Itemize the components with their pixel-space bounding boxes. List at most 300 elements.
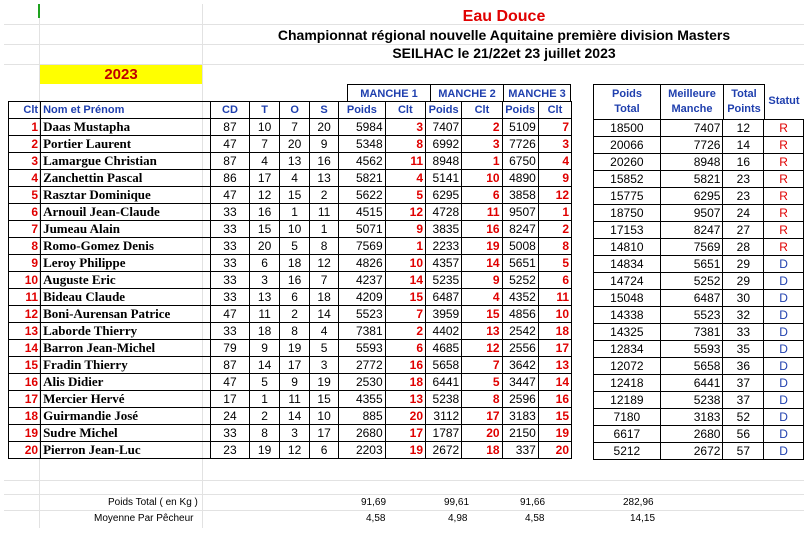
m2-poids-cell[interactable]: 4685	[426, 340, 462, 357]
cd-cell[interactable]: 33	[210, 221, 249, 238]
rank-cell[interactable]: 3	[9, 153, 41, 170]
rank-cell[interactable]: 9	[9, 255, 41, 272]
m3-clt-cell[interactable]: 7	[538, 119, 571, 136]
m3-clt-cell[interactable]: 15	[538, 408, 571, 425]
total-weight-cell[interactable]: 14810	[594, 239, 661, 256]
cd-cell[interactable]: 33	[210, 204, 249, 221]
s-cell[interactable]: 11	[310, 204, 339, 221]
statut-cell[interactable]: R	[764, 120, 804, 137]
points-cell[interactable]: 14	[723, 137, 764, 154]
m2-clt-cell[interactable]: 11	[462, 204, 502, 221]
m2-clt-cell[interactable]: 5	[462, 374, 502, 391]
m3-poids-cell[interactable]: 8247	[502, 221, 538, 238]
o-cell[interactable]: 12	[280, 442, 310, 459]
m2-poids-cell[interactable]: 5235	[426, 272, 462, 289]
o-cell[interactable]: 20	[280, 136, 310, 153]
name-cell[interactable]: Alis Didier	[41, 374, 211, 391]
best-manche-cell[interactable]: 5252	[660, 273, 723, 290]
points-cell[interactable]: 37	[723, 392, 764, 409]
rank-cell[interactable]: 12	[9, 306, 41, 323]
m2-clt-cell[interactable]: 19	[462, 238, 502, 255]
points-cell[interactable]: 30	[723, 290, 764, 307]
name-cell[interactable]: Bideau Claude	[41, 289, 211, 306]
s-cell[interactable]: 13	[310, 170, 339, 187]
m1-poids-cell[interactable]: 5622	[339, 187, 386, 204]
cd-cell[interactable]: 17	[210, 391, 249, 408]
year-cell[interactable]: 2023	[40, 65, 202, 84]
name-cell[interactable]: Mercier Hervé	[41, 391, 211, 408]
m2-poids-cell[interactable]: 6992	[426, 136, 462, 153]
points-cell[interactable]: 35	[723, 341, 764, 358]
o-cell[interactable]: 7	[280, 119, 310, 136]
points-cell[interactable]: 23	[723, 188, 764, 205]
m1-clt-cell[interactable]: 7	[385, 306, 425, 323]
m1-clt-cell[interactable]: 5	[385, 187, 425, 204]
m2-poids-cell[interactable]: 5141	[426, 170, 462, 187]
m3-poids-cell[interactable]: 4856	[502, 306, 538, 323]
m1-poids-cell[interactable]: 4562	[339, 153, 386, 170]
o-cell[interactable]: 19	[280, 340, 310, 357]
statut-cell[interactable]: R	[764, 222, 804, 239]
m2-poids-cell[interactable]: 8948	[426, 153, 462, 170]
cd-cell[interactable]: 33	[210, 255, 249, 272]
cd-cell[interactable]: 86	[210, 170, 249, 187]
m2-poids-cell[interactable]: 7407	[426, 119, 462, 136]
m1-clt-cell[interactable]: 15	[385, 289, 425, 306]
t-cell[interactable]: 16	[250, 204, 280, 221]
points-cell[interactable]: 16	[723, 154, 764, 171]
best-manche-cell[interactable]: 2680	[660, 426, 723, 443]
best-manche-cell[interactable]: 5821	[660, 171, 723, 188]
m1-poids-cell[interactable]: 885	[339, 408, 386, 425]
name-cell[interactable]: Guirmandie José	[41, 408, 211, 425]
o-cell[interactable]: 3	[280, 425, 310, 442]
cd-cell[interactable]: 47	[210, 187, 249, 204]
t-cell[interactable]: 5	[250, 374, 280, 391]
rank-cell[interactable]: 20	[9, 442, 41, 459]
m1-clt-cell[interactable]: 4	[385, 170, 425, 187]
name-cell[interactable]: Daas Mustapha	[41, 119, 211, 136]
m2-poids-cell[interactable]: 3112	[426, 408, 462, 425]
best-manche-cell[interactable]: 3183	[660, 409, 723, 426]
m1-clt-cell[interactable]: 9	[385, 221, 425, 238]
m2-clt-cell[interactable]: 18	[462, 442, 502, 459]
cd-cell[interactable]: 24	[210, 408, 249, 425]
m1-clt-cell[interactable]: 19	[385, 442, 425, 459]
m2-poids-cell[interactable]: 1787	[426, 425, 462, 442]
t-cell[interactable]: 4	[250, 153, 280, 170]
t-cell[interactable]: 3	[250, 272, 280, 289]
o-cell[interactable]: 13	[280, 153, 310, 170]
name-cell[interactable]: Lamargue Christian	[41, 153, 211, 170]
statut-cell[interactable]: R	[764, 171, 804, 188]
name-cell[interactable]: Rasztar Dominique	[41, 187, 211, 204]
t-cell[interactable]: 13	[250, 289, 280, 306]
m1-poids-cell[interactable]: 5821	[339, 170, 386, 187]
name-cell[interactable]: Portier Laurent	[41, 136, 211, 153]
rank-cell[interactable]: 18	[9, 408, 41, 425]
total-weight-cell[interactable]: 6617	[594, 426, 661, 443]
name-cell[interactable]: Leroy Philippe	[41, 255, 211, 272]
best-manche-cell[interactable]: 5658	[660, 358, 723, 375]
m3-poids-cell[interactable]: 2556	[502, 340, 538, 357]
m1-clt-cell[interactable]: 8	[385, 136, 425, 153]
m1-clt-cell[interactable]: 20	[385, 408, 425, 425]
cd-cell[interactable]: 47	[210, 136, 249, 153]
o-cell[interactable]: 18	[280, 255, 310, 272]
m2-poids-cell[interactable]: 4402	[426, 323, 462, 340]
o-cell[interactable]: 2	[280, 306, 310, 323]
m3-poids-cell[interactable]: 9507	[502, 204, 538, 221]
m2-clt-cell[interactable]: 13	[462, 323, 502, 340]
s-cell[interactable]: 3	[310, 357, 339, 374]
s-cell[interactable]: 4	[310, 323, 339, 340]
points-cell[interactable]: 33	[723, 324, 764, 341]
m2-clt-cell[interactable]: 9	[462, 272, 502, 289]
s-cell[interactable]: 2	[310, 187, 339, 204]
m2-clt-cell[interactable]: 7	[462, 357, 502, 374]
best-manche-cell[interactable]: 6441	[660, 375, 723, 392]
total-weight-cell[interactable]: 14325	[594, 324, 661, 341]
cd-cell[interactable]: 33	[210, 323, 249, 340]
statut-cell[interactable]: D	[764, 324, 804, 341]
m3-clt-cell[interactable]: 18	[538, 323, 571, 340]
cd-cell[interactable]: 23	[210, 442, 249, 459]
total-weight-cell[interactable]: 14724	[594, 273, 661, 290]
total-weight-cell[interactable]: 18750	[594, 205, 661, 222]
total-weight-cell[interactable]: 15048	[594, 290, 661, 307]
rank-cell[interactable]: 2	[9, 136, 41, 153]
m1-clt-cell[interactable]: 10	[385, 255, 425, 272]
s-cell[interactable]: 17	[310, 425, 339, 442]
t-cell[interactable]: 10	[250, 119, 280, 136]
t-cell[interactable]: 14	[250, 357, 280, 374]
m3-poids-cell[interactable]: 5109	[502, 119, 538, 136]
cd-cell[interactable]: 87	[210, 357, 249, 374]
total-weight-cell[interactable]: 20066	[594, 137, 661, 154]
total-weight-cell[interactable]: 17153	[594, 222, 661, 239]
m1-clt-cell[interactable]: 12	[385, 204, 425, 221]
statut-cell[interactable]: D	[764, 290, 804, 307]
s-cell[interactable]: 9	[310, 136, 339, 153]
statut-cell[interactable]: D	[764, 443, 804, 460]
m3-clt-cell[interactable]: 19	[538, 425, 571, 442]
rank-cell[interactable]: 6	[9, 204, 41, 221]
m1-clt-cell[interactable]: 3	[385, 119, 425, 136]
points-cell[interactable]: 27	[723, 222, 764, 239]
m3-clt-cell[interactable]: 14	[538, 374, 571, 391]
name-cell[interactable]: Romo-Gomez Denis	[41, 238, 211, 255]
rank-cell[interactable]: 14	[9, 340, 41, 357]
best-manche-cell[interactable]: 5238	[660, 392, 723, 409]
cd-cell[interactable]: 87	[210, 153, 249, 170]
m1-clt-cell[interactable]: 16	[385, 357, 425, 374]
rank-cell[interactable]: 8	[9, 238, 41, 255]
statut-cell[interactable]: D	[764, 375, 804, 392]
m2-poids-cell[interactable]: 5658	[426, 357, 462, 374]
m3-clt-cell[interactable]: 16	[538, 391, 571, 408]
m2-clt-cell[interactable]: 10	[462, 170, 502, 187]
statut-cell[interactable]: D	[764, 256, 804, 273]
name-cell[interactable]: Barron Jean-Michel	[41, 340, 211, 357]
statut-cell[interactable]: R	[764, 188, 804, 205]
total-weight-cell[interactable]: 12189	[594, 392, 661, 409]
m3-poids-cell[interactable]: 4890	[502, 170, 538, 187]
best-manche-cell[interactable]: 5651	[660, 256, 723, 273]
m2-clt-cell[interactable]: 14	[462, 255, 502, 272]
statut-cell[interactable]: D	[764, 358, 804, 375]
t-cell[interactable]: 18	[250, 323, 280, 340]
m1-clt-cell[interactable]: 1	[385, 238, 425, 255]
m2-clt-cell[interactable]: 12	[462, 340, 502, 357]
m2-clt-cell[interactable]: 6	[462, 187, 502, 204]
m3-clt-cell[interactable]: 5	[538, 255, 571, 272]
m3-clt-cell[interactable]: 1	[538, 204, 571, 221]
t-cell[interactable]: 11	[250, 306, 280, 323]
s-cell[interactable]: 20	[310, 119, 339, 136]
points-cell[interactable]: 28	[723, 239, 764, 256]
m3-poids-cell[interactable]: 5252	[502, 272, 538, 289]
m3-clt-cell[interactable]: 10	[538, 306, 571, 323]
name-cell[interactable]: Zanchettin Pascal	[41, 170, 211, 187]
m2-clt-cell[interactable]: 3	[462, 136, 502, 153]
m1-poids-cell[interactable]: 5523	[339, 306, 386, 323]
m2-poids-cell[interactable]: 6487	[426, 289, 462, 306]
m1-poids-cell[interactable]: 5984	[339, 119, 386, 136]
best-manche-cell[interactable]: 7407	[660, 120, 723, 137]
s-cell[interactable]: 10	[310, 408, 339, 425]
m2-clt-cell[interactable]: 2	[462, 119, 502, 136]
m3-poids-cell[interactable]: 3642	[502, 357, 538, 374]
statut-cell[interactable]: R	[764, 154, 804, 171]
s-cell[interactable]: 14	[310, 306, 339, 323]
points-cell[interactable]: 12	[723, 120, 764, 137]
rank-cell[interactable]: 19	[9, 425, 41, 442]
statut-cell[interactable]: R	[764, 137, 804, 154]
total-weight-cell[interactable]: 5212	[594, 443, 661, 460]
points-cell[interactable]: 29	[723, 273, 764, 290]
cd-cell[interactable]: 47	[210, 374, 249, 391]
m2-clt-cell[interactable]: 1	[462, 153, 502, 170]
s-cell[interactable]: 18	[310, 289, 339, 306]
o-cell[interactable]: 16	[280, 272, 310, 289]
rank-cell[interactable]: 7	[9, 221, 41, 238]
statut-cell[interactable]: D	[764, 341, 804, 358]
name-cell[interactable]: Pierron Jean-Luc	[41, 442, 211, 459]
m3-poids-cell[interactable]: 3183	[502, 408, 538, 425]
points-cell[interactable]: 23	[723, 171, 764, 188]
m3-clt-cell[interactable]: 11	[538, 289, 571, 306]
m1-clt-cell[interactable]: 17	[385, 425, 425, 442]
m2-clt-cell[interactable]: 16	[462, 221, 502, 238]
m3-clt-cell[interactable]: 12	[538, 187, 571, 204]
m1-poids-cell[interactable]: 2772	[339, 357, 386, 374]
total-weight-cell[interactable]: 7180	[594, 409, 661, 426]
total-weight-cell[interactable]: 12418	[594, 375, 661, 392]
m2-poids-cell[interactable]: 6295	[426, 187, 462, 204]
points-cell[interactable]: 56	[723, 426, 764, 443]
m1-poids-cell[interactable]: 7381	[339, 323, 386, 340]
t-cell[interactable]: 9	[250, 340, 280, 357]
m1-poids-cell[interactable]: 4355	[339, 391, 386, 408]
m1-clt-cell[interactable]: 11	[385, 153, 425, 170]
m3-clt-cell[interactable]: 2	[538, 221, 571, 238]
m3-poids-cell[interactable]: 6750	[502, 153, 538, 170]
name-cell[interactable]: Boni-Aurensan Patrice	[41, 306, 211, 323]
rank-cell[interactable]: 13	[9, 323, 41, 340]
s-cell[interactable]: 1	[310, 221, 339, 238]
m2-poids-cell[interactable]: 2233	[426, 238, 462, 255]
m3-clt-cell[interactable]: 8	[538, 238, 571, 255]
cd-cell[interactable]: 79	[210, 340, 249, 357]
o-cell[interactable]: 6	[280, 289, 310, 306]
m3-clt-cell[interactable]: 13	[538, 357, 571, 374]
m1-clt-cell[interactable]: 18	[385, 374, 425, 391]
rank-cell[interactable]: 16	[9, 374, 41, 391]
s-cell[interactable]: 12	[310, 255, 339, 272]
total-weight-cell[interactable]: 20260	[594, 154, 661, 171]
s-cell[interactable]: 16	[310, 153, 339, 170]
m2-poids-cell[interactable]: 6441	[426, 374, 462, 391]
t-cell[interactable]: 12	[250, 187, 280, 204]
name-cell[interactable]: Arnouil Jean-Claude	[41, 204, 211, 221]
total-weight-cell[interactable]: 15775	[594, 188, 661, 205]
m3-poids-cell[interactable]: 3447	[502, 374, 538, 391]
rank-cell[interactable]: 15	[9, 357, 41, 374]
m1-clt-cell[interactable]: 6	[385, 340, 425, 357]
o-cell[interactable]: 10	[280, 221, 310, 238]
m1-poids-cell[interactable]: 5071	[339, 221, 386, 238]
s-cell[interactable]: 8	[310, 238, 339, 255]
name-cell[interactable]: Sudre Michel	[41, 425, 211, 442]
best-manche-cell[interactable]: 8948	[660, 154, 723, 171]
m3-poids-cell[interactable]: 5651	[502, 255, 538, 272]
m1-poids-cell[interactable]: 5593	[339, 340, 386, 357]
statut-cell[interactable]: R	[764, 205, 804, 222]
rank-cell[interactable]: 11	[9, 289, 41, 306]
s-cell[interactable]: 7	[310, 272, 339, 289]
t-cell[interactable]: 20	[250, 238, 280, 255]
m2-poids-cell[interactable]: 2672	[426, 442, 462, 459]
cd-cell[interactable]: 47	[210, 306, 249, 323]
t-cell[interactable]: 1	[250, 391, 280, 408]
cd-cell[interactable]: 33	[210, 425, 249, 442]
m2-clt-cell[interactable]: 20	[462, 425, 502, 442]
best-manche-cell[interactable]: 7726	[660, 137, 723, 154]
points-cell[interactable]: 32	[723, 307, 764, 324]
name-cell[interactable]: Auguste Eric	[41, 272, 211, 289]
m1-poids-cell[interactable]: 2680	[339, 425, 386, 442]
m3-poids-cell[interactable]: 337	[502, 442, 538, 459]
m3-clt-cell[interactable]: 3	[538, 136, 571, 153]
best-manche-cell[interactable]: 6487	[660, 290, 723, 307]
statut-cell[interactable]: D	[764, 392, 804, 409]
rank-cell[interactable]: 10	[9, 272, 41, 289]
name-cell[interactable]: Jumeau Alain	[41, 221, 211, 238]
points-cell[interactable]: 29	[723, 256, 764, 273]
cd-cell[interactable]: 33	[210, 272, 249, 289]
s-cell[interactable]: 5	[310, 340, 339, 357]
cd-cell[interactable]: 87	[210, 119, 249, 136]
m3-poids-cell[interactable]: 3858	[502, 187, 538, 204]
rank-cell[interactable]: 1	[9, 119, 41, 136]
s-cell[interactable]: 15	[310, 391, 339, 408]
o-cell[interactable]: 5	[280, 238, 310, 255]
best-manche-cell[interactable]: 7381	[660, 324, 723, 341]
m2-clt-cell[interactable]: 15	[462, 306, 502, 323]
cd-cell[interactable]: 33	[210, 238, 249, 255]
o-cell[interactable]: 15	[280, 187, 310, 204]
best-manche-cell[interactable]: 6295	[660, 188, 723, 205]
total-weight-cell[interactable]: 14834	[594, 256, 661, 273]
m3-poids-cell[interactable]: 5008	[502, 238, 538, 255]
total-weight-cell[interactable]: 12072	[594, 358, 661, 375]
m1-poids-cell[interactable]: 2203	[339, 442, 386, 459]
m3-clt-cell[interactable]: 4	[538, 153, 571, 170]
total-weight-cell[interactable]: 14338	[594, 307, 661, 324]
o-cell[interactable]: 17	[280, 357, 310, 374]
m3-poids-cell[interactable]: 2542	[502, 323, 538, 340]
m3-poids-cell[interactable]: 7726	[502, 136, 538, 153]
best-manche-cell[interactable]: 5593	[660, 341, 723, 358]
m1-poids-cell[interactable]: 4515	[339, 204, 386, 221]
m1-poids-cell[interactable]: 5348	[339, 136, 386, 153]
t-cell[interactable]: 17	[250, 170, 280, 187]
m2-clt-cell[interactable]: 4	[462, 289, 502, 306]
points-cell[interactable]: 24	[723, 205, 764, 222]
statut-cell[interactable]: D	[764, 307, 804, 324]
m1-poids-cell[interactable]: 4209	[339, 289, 386, 306]
s-cell[interactable]: 6	[310, 442, 339, 459]
best-manche-cell[interactable]: 8247	[660, 222, 723, 239]
t-cell[interactable]: 19	[250, 442, 280, 459]
total-weight-cell[interactable]: 15852	[594, 171, 661, 188]
best-manche-cell[interactable]: 7569	[660, 239, 723, 256]
o-cell[interactable]: 11	[280, 391, 310, 408]
m1-clt-cell[interactable]: 2	[385, 323, 425, 340]
m2-clt-cell[interactable]: 17	[462, 408, 502, 425]
m1-clt-cell[interactable]: 13	[385, 391, 425, 408]
cd-cell[interactable]: 33	[210, 289, 249, 306]
rank-cell[interactable]: 4	[9, 170, 41, 187]
rank-cell[interactable]: 17	[9, 391, 41, 408]
points-cell[interactable]: 57	[723, 443, 764, 460]
statut-cell[interactable]: D	[764, 273, 804, 290]
m2-clt-cell[interactable]: 8	[462, 391, 502, 408]
best-manche-cell[interactable]: 5523	[660, 307, 723, 324]
statut-cell[interactable]: D	[764, 426, 804, 443]
m1-poids-cell[interactable]: 4826	[339, 255, 386, 272]
t-cell[interactable]: 7	[250, 136, 280, 153]
t-cell[interactable]: 8	[250, 425, 280, 442]
name-cell[interactable]: Fradin Thierry	[41, 357, 211, 374]
points-cell[interactable]: 36	[723, 358, 764, 375]
m1-poids-cell[interactable]: 7569	[339, 238, 386, 255]
t-cell[interactable]: 15	[250, 221, 280, 238]
m3-clt-cell[interactable]: 17	[538, 340, 571, 357]
points-cell[interactable]: 37	[723, 375, 764, 392]
m2-poids-cell[interactable]: 4728	[426, 204, 462, 221]
m3-clt-cell[interactable]: 9	[538, 170, 571, 187]
m3-poids-cell[interactable]: 2596	[502, 391, 538, 408]
m3-poids-cell[interactable]: 2150	[502, 425, 538, 442]
best-manche-cell[interactable]: 2672	[660, 443, 723, 460]
s-cell[interactable]: 19	[310, 374, 339, 391]
o-cell[interactable]: 8	[280, 323, 310, 340]
m2-poids-cell[interactable]: 3835	[426, 221, 462, 238]
total-weight-cell[interactable]: 12834	[594, 341, 661, 358]
best-manche-cell[interactable]: 9507	[660, 205, 723, 222]
